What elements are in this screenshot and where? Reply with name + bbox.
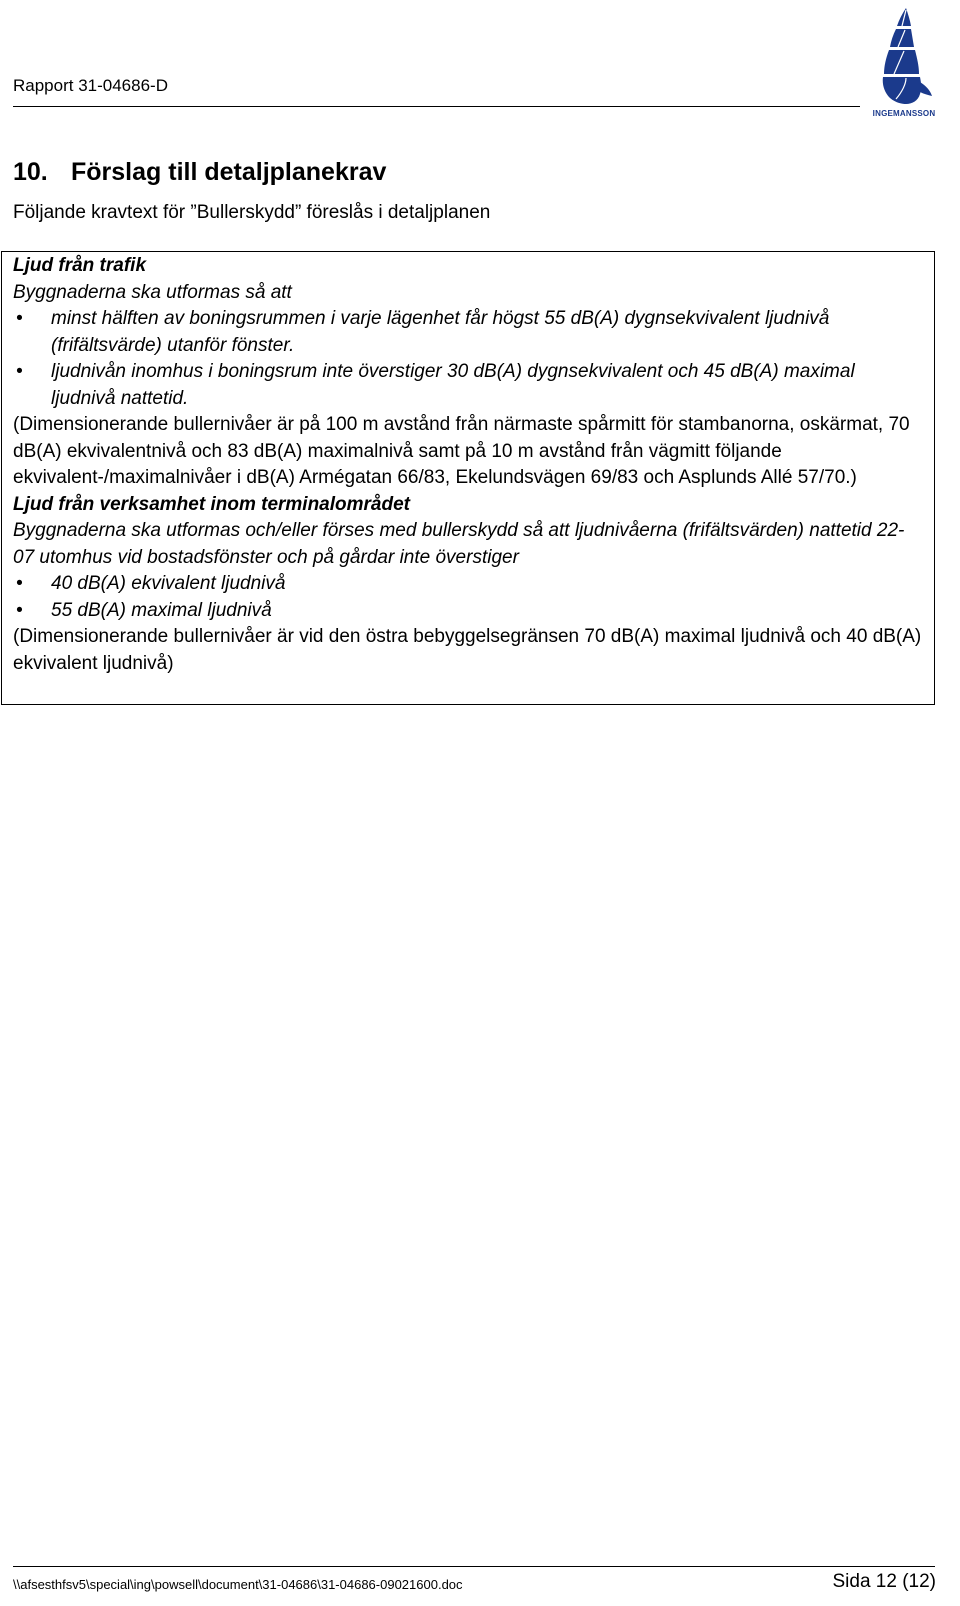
section-title-text: Förslag till detaljplanekrav [71, 158, 387, 186]
terminal-bullet-1: 40 dB(A) ekvivalent ljudnivå [51, 573, 286, 594]
page-number: Sida 12 (12) [832, 1571, 936, 1592]
traffic-lead: Byggnaderna ska utformas så att [13, 281, 292, 303]
requirement-box-content [13, 253, 923, 677]
header-divider [13, 106, 860, 107]
bullet-dot-icon: • [16, 308, 23, 329]
list-item [13, 598, 923, 625]
section-title [13, 156, 386, 188]
shell-logo-icon [872, 4, 936, 108]
company-logo [872, 4, 936, 120]
traffic-note: (Dimensionerande bullernivåer är på 100 m avstånd från närmaste spårmitt för stambanorna, oskärmat, 70 dB(A) ekvivalentnivå och 83 dB(A) maximalnivå samt på 10 m avstånd från vägmitt följande ekvivalent-/maximalnivåer i dB(A) Armégatan 66/83, Ekelundsvägen 69/83 och Asplunds Allé 57/70.) [13, 414, 910, 488]
logo-wordmark: INGEMANSSON [872, 109, 936, 118]
terminal-lead: Byggnaderna ska utformas och/eller förses med bullerskydd så att ljudnivåerna (frifältsvärden) nattetid 22-07 utomhus vid bostadsfönster och på gårdar inte överstiger [13, 520, 905, 568]
footer-file-path: \\afsesthfsv5\special\ing\powsell\document\31-04686\31-04686-09021600.doc [13, 1577, 463, 1592]
bullet-dot-icon: • [16, 573, 23, 594]
bullet-dot-icon: • [16, 361, 23, 382]
terminal-heading: Ljud från verksamhet inom terminalområdet [13, 493, 410, 515]
list-item [13, 306, 923, 359]
footer-divider [13, 1566, 935, 1567]
list-item [13, 571, 923, 598]
section-number: 10. [13, 158, 48, 186]
terminal-bullet-2: 55 dB(A) maximal ljudnivå [51, 599, 272, 621]
report-reference: Rapport 31-04686-D [13, 76, 168, 95]
traffic-bullet-1: minst hälften av boningsrummen i varje lägenhet får högst 55 dB(A) dygnsekvivalent ljudnivå (frifältsvärde) utanför fönster. [51, 308, 830, 356]
traffic-bullet-2: ljudnivån inomhus i boningsrum inte överstiger 30 dB(A) dygnsekvivalent och 45 dB(A) maximal ljudnivå nattetid. [51, 361, 855, 409]
bullet-dot-icon: • [16, 599, 23, 621]
list-item [13, 359, 923, 412]
traffic-heading: Ljud från trafik [13, 255, 147, 276]
terminal-note: (Dimensionerande bullernivåer är vid den östra bebyggelsegränsen 70 dB(A) maximal ljudnivå och 40 dB(A) ekvivalent ljudnivå) [13, 626, 922, 674]
section-intro: Följande kravtext för ”Bullerskydd” föreslås i detaljplanen [13, 202, 491, 223]
